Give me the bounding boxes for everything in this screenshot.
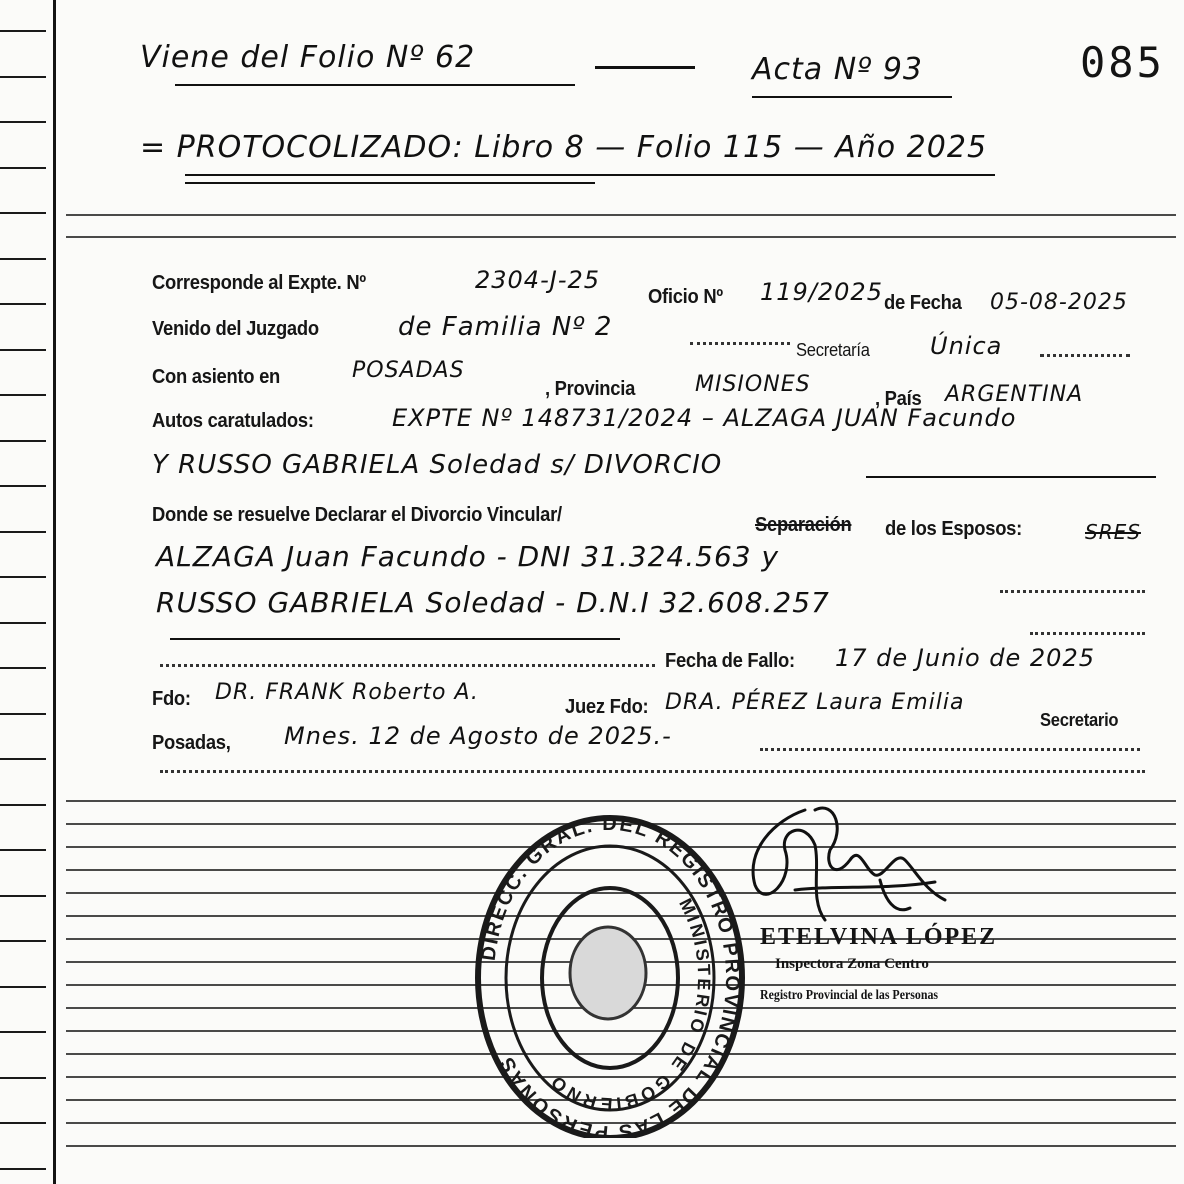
left-rule	[0, 758, 46, 760]
provincia-value: MISIONES	[695, 372, 811, 397]
fdo-1-label: Fdo:	[152, 688, 191, 710]
left-rule	[0, 258, 46, 260]
viene-dash	[595, 66, 695, 69]
left-rule	[0, 713, 46, 715]
provincia-label: , Provincia	[545, 378, 636, 400]
secretaria-label: Secretaría	[796, 340, 870, 360]
esposo-1-dots	[1000, 590, 1145, 593]
left-rule	[0, 1077, 46, 1079]
esposo-2: RUSSO GABRIELA Soledad - D.N.I 32.608.257	[156, 586, 830, 619]
left-rule	[0, 30, 46, 32]
resuelve-label: Donde se resuelve Declarar el Divorcio Vincular/	[152, 504, 562, 526]
autos-label: Autos caratulados:	[152, 410, 314, 432]
left-rule	[0, 167, 46, 169]
fecha-value: 05-08-2025	[990, 290, 1128, 315]
left-rule	[0, 531, 46, 533]
lugar-dots-2	[160, 770, 1145, 773]
ruled-line	[66, 214, 1176, 216]
lugar-value: Mnes. 12 de Agosto de 2025.-	[284, 722, 672, 750]
esposo-1: ALZAGA Juan Facundo - DNI 31.324.563 y	[156, 540, 780, 573]
fallo-value: 17 de Junio de 2025	[835, 644, 1095, 672]
left-rule	[0, 940, 46, 942]
lugar-label: Posadas,	[152, 732, 231, 754]
esposo-2-dots	[1030, 632, 1145, 635]
handwritten-signature	[735, 790, 965, 940]
ruled-line	[66, 800, 1176, 802]
protocolizado-underline-1	[185, 174, 995, 176]
lugar-dots	[760, 748, 1140, 751]
left-rule	[0, 303, 46, 305]
fallo-dots	[160, 664, 655, 667]
left-rule	[0, 1168, 46, 1170]
asiento-label: Con asiento en	[152, 366, 281, 388]
left-rule	[0, 667, 46, 669]
seal-outer-text: DIRECC. GRAL. DEL REGISTRO PROVINCIAL DE LAS PERSONAS	[477, 812, 744, 1138]
margin-line	[53, 0, 56, 1184]
expte-label: Corresponde al Expte. Nº	[152, 272, 366, 294]
official-seal	[470, 808, 750, 1138]
left-rule	[0, 1031, 46, 1033]
ruled-line	[66, 1145, 1176, 1147]
esposo-2-underline	[170, 638, 620, 640]
asiento-value: POSADAS	[352, 358, 465, 383]
left-rule	[0, 986, 46, 988]
oficio-value: 119/2025	[760, 278, 883, 306]
separacion-struck: Separación	[755, 514, 852, 536]
left-rule	[0, 76, 46, 78]
left-rule	[0, 121, 46, 123]
pais-label: , País	[875, 388, 922, 410]
left-rule	[0, 212, 46, 214]
left-rule	[0, 1122, 46, 1124]
autos-line-2: Y RUSSO GABRIELA Soledad s/ DIVORCIO	[152, 450, 723, 480]
pais-value: ARGENTINA	[945, 382, 1084, 407]
signature-org: Registro Provincial de las Personas	[760, 988, 939, 1003]
secretario-label: Secretario	[1040, 710, 1119, 730]
juzgado-dots	[690, 342, 790, 345]
left-rule	[0, 440, 46, 442]
left-rule	[0, 895, 46, 897]
left-rule	[0, 622, 46, 624]
acta-number: Acta Nº 93	[752, 52, 923, 87]
expte-value: 2304-J-25	[475, 266, 601, 294]
protocolizado-underline-2	[185, 182, 595, 184]
page-number: 085	[1080, 38, 1165, 87]
secretaria-dots	[1040, 354, 1130, 357]
left-rule	[0, 576, 46, 578]
viene-del-folio: Viene del Folio Nº 62	[140, 40, 476, 75]
oficio-label: Oficio Nº	[648, 286, 723, 308]
signature-name: ETELVINA LÓPEZ	[760, 924, 998, 950]
esposos-label: de los Esposos:	[885, 518, 1022, 540]
autos-line-1: EXPTE Nº 148731/2024 – ALZAGA JUAN Facundo	[392, 404, 1017, 432]
left-rule	[0, 394, 46, 396]
seal-inner-text: MINISTERIO DE GOBIERNO	[545, 895, 715, 1115]
autos-fill-line	[866, 476, 1156, 478]
left-rule	[0, 349, 46, 351]
left-rule	[0, 849, 46, 851]
viene-underline	[175, 84, 575, 86]
fecha-label: de Fecha	[884, 292, 962, 314]
fdo-2-value: DRA. PÉREZ Laura Emilia	[665, 690, 965, 715]
protocolizado: = PROTOCOLIZADO: Libro 8 — Folio 115 — Año 2025	[140, 130, 988, 165]
secretaria-value: Única	[930, 332, 1003, 360]
ruled-line	[66, 236, 1176, 238]
left-rule	[0, 485, 46, 487]
acta-underline	[752, 96, 952, 98]
juzgado-label: Venido del Juzgado	[152, 318, 319, 340]
juzgado-value: de Familia Nº 2	[398, 312, 613, 342]
fallo-label: Fecha de Fallo:	[665, 650, 795, 672]
signature-role: Inspectora Zona Centro	[775, 956, 929, 972]
fdo-1-value: DR. FRANK Roberto A.	[215, 680, 479, 705]
esposos-struck: SRES	[1085, 520, 1141, 544]
left-rule	[0, 804, 46, 806]
juez-label: Juez Fdo:	[565, 696, 649, 718]
